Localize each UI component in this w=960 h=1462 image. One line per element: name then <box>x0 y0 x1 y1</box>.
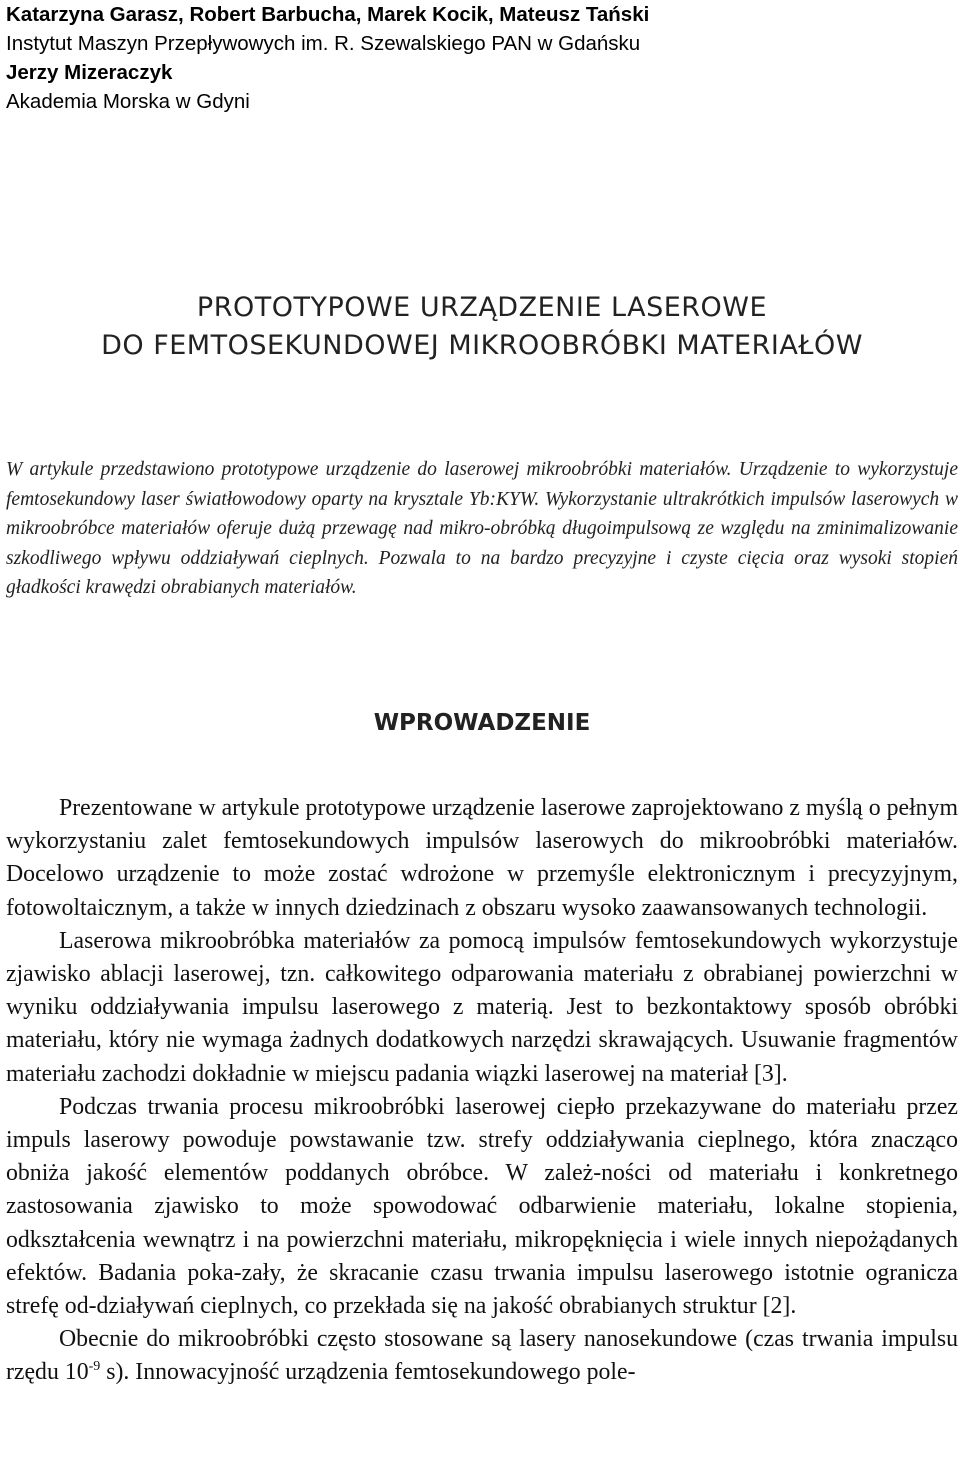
body-paragraph: Laserowa mikroobróbka materiałów za pomocą impulsów femtosekundowych wykorzystuje zjawisko ablacji laserowej, tzn. całkowitego odparowania materiału z obrabianej powierzchni w wyniku oddziaływania impulsu laserowego z materią. Jest to bezkontaktowy sposób obróbki materiału, który nie wymaga żadnych dodatkowych narzędzi skrawających. Usuwanie fragmentów materiału zachodzi dokładnie w miejscu padania wiązki laserowej na materiał [3]. <box>6 927 958 1087</box>
paper-title <box>6 289 958 365</box>
section-body <box>6 792 958 1390</box>
exponent: -9 <box>88 1359 101 1375</box>
paper-title-line-2: DO FEMTOSEKUNDOWEJ MIKROOBRÓBKI MATERIAŁÓW <box>101 330 863 361</box>
body-paragraph: Podczas trwania procesu mikroobróbki laserowej ciepło przekazywane do materiału przez impuls laserowy powoduje powstawanie tzw. strefy oddziaływania cieplnego, która znacząco obniża jakość elementów poddanych obróbce. W zależ-ności od materiału i konkretnego zastosowania zjawisko to może spowodować odbarwienie materiału, lokalne stopienia, odkształcenia wewnątrz i na powierzchni materiału, mikropęknięcia i wiele innych niepożądanych efektów. Badania poka-zały, że skracanie czasu trwania impulsu laserowego istotnie ogranicza strefę od-działywań cieplnych, co przekłada się na jakość obrabianych struktur [2]. <box>6 1093 958 1320</box>
author-affiliation-2: Akademia Morska w Gdyni <box>6 90 250 113</box>
author-names-2: Jerzy Mizeraczyk <box>6 61 173 84</box>
section-heading: WPROWADZENIE <box>373 710 591 736</box>
body-text-run: Obecnie do mikroobróbki często stosowane są lasery nanosekundowe (czas trwania impulsu rzędu 10 <box>6 1326 958 1386</box>
author-affiliation-1: Instytut Maszyn Przepływowych im. R. Szewalskiego PAN w Gdańsku <box>6 32 641 55</box>
abstract: W artykule przedstawiono prototypowe urządzenie do laserowej mikroobróbki materiałów. Urządzenie to wykorzystuje femtosekundowy laser światłowodowy oparty na krysztale Yb:KYW. Wykorzystanie ultrakrótkich impulsów laserowych w mikroobróbce materiałów oferuje dużą przewagę nad mikro-obróbką długoimpulsową ze względu na zminimalizowanie szkodliwego wpływu oddziaływań cieplnych. Pozwala to na bardzo precyzyjne i czyste cięcia oraz wysoki stopień gładkości krawędzi obrabianych materiałów. <box>6 459 958 599</box>
document-page <box>6 0 958 1386</box>
paper-title-line-1: PROTOTYPOWE URZĄDZENIE LASEROWE <box>196 292 768 323</box>
body-paragraph-last <box>6 1323 958 1389</box>
body-text-run: s). Innowacyjność urządzenia femtosekundowego pole- <box>100 1359 636 1386</box>
author-names-1: Katarzyna Garasz, Robert Barbucha, Marek Kocik, Mateusz Tański <box>6 3 650 26</box>
author-block <box>6 0 958 116</box>
body-paragraph: Prezentowane w artykule prototypowe urządzenie laserowe zaprojektowano z myślą o pełnym wykorzystaniu zalet femtosekundowych impulsów laserowych do mikroobróbki materiałów. Docelowo urządzenie to może zostać wdrożone w przemyśle elektronicznym i precyzyjnym, fotowoltaicznym, a także w innych dziedzinach z obszaru wysoko zaawansowanych technologii. <box>6 795 958 921</box>
